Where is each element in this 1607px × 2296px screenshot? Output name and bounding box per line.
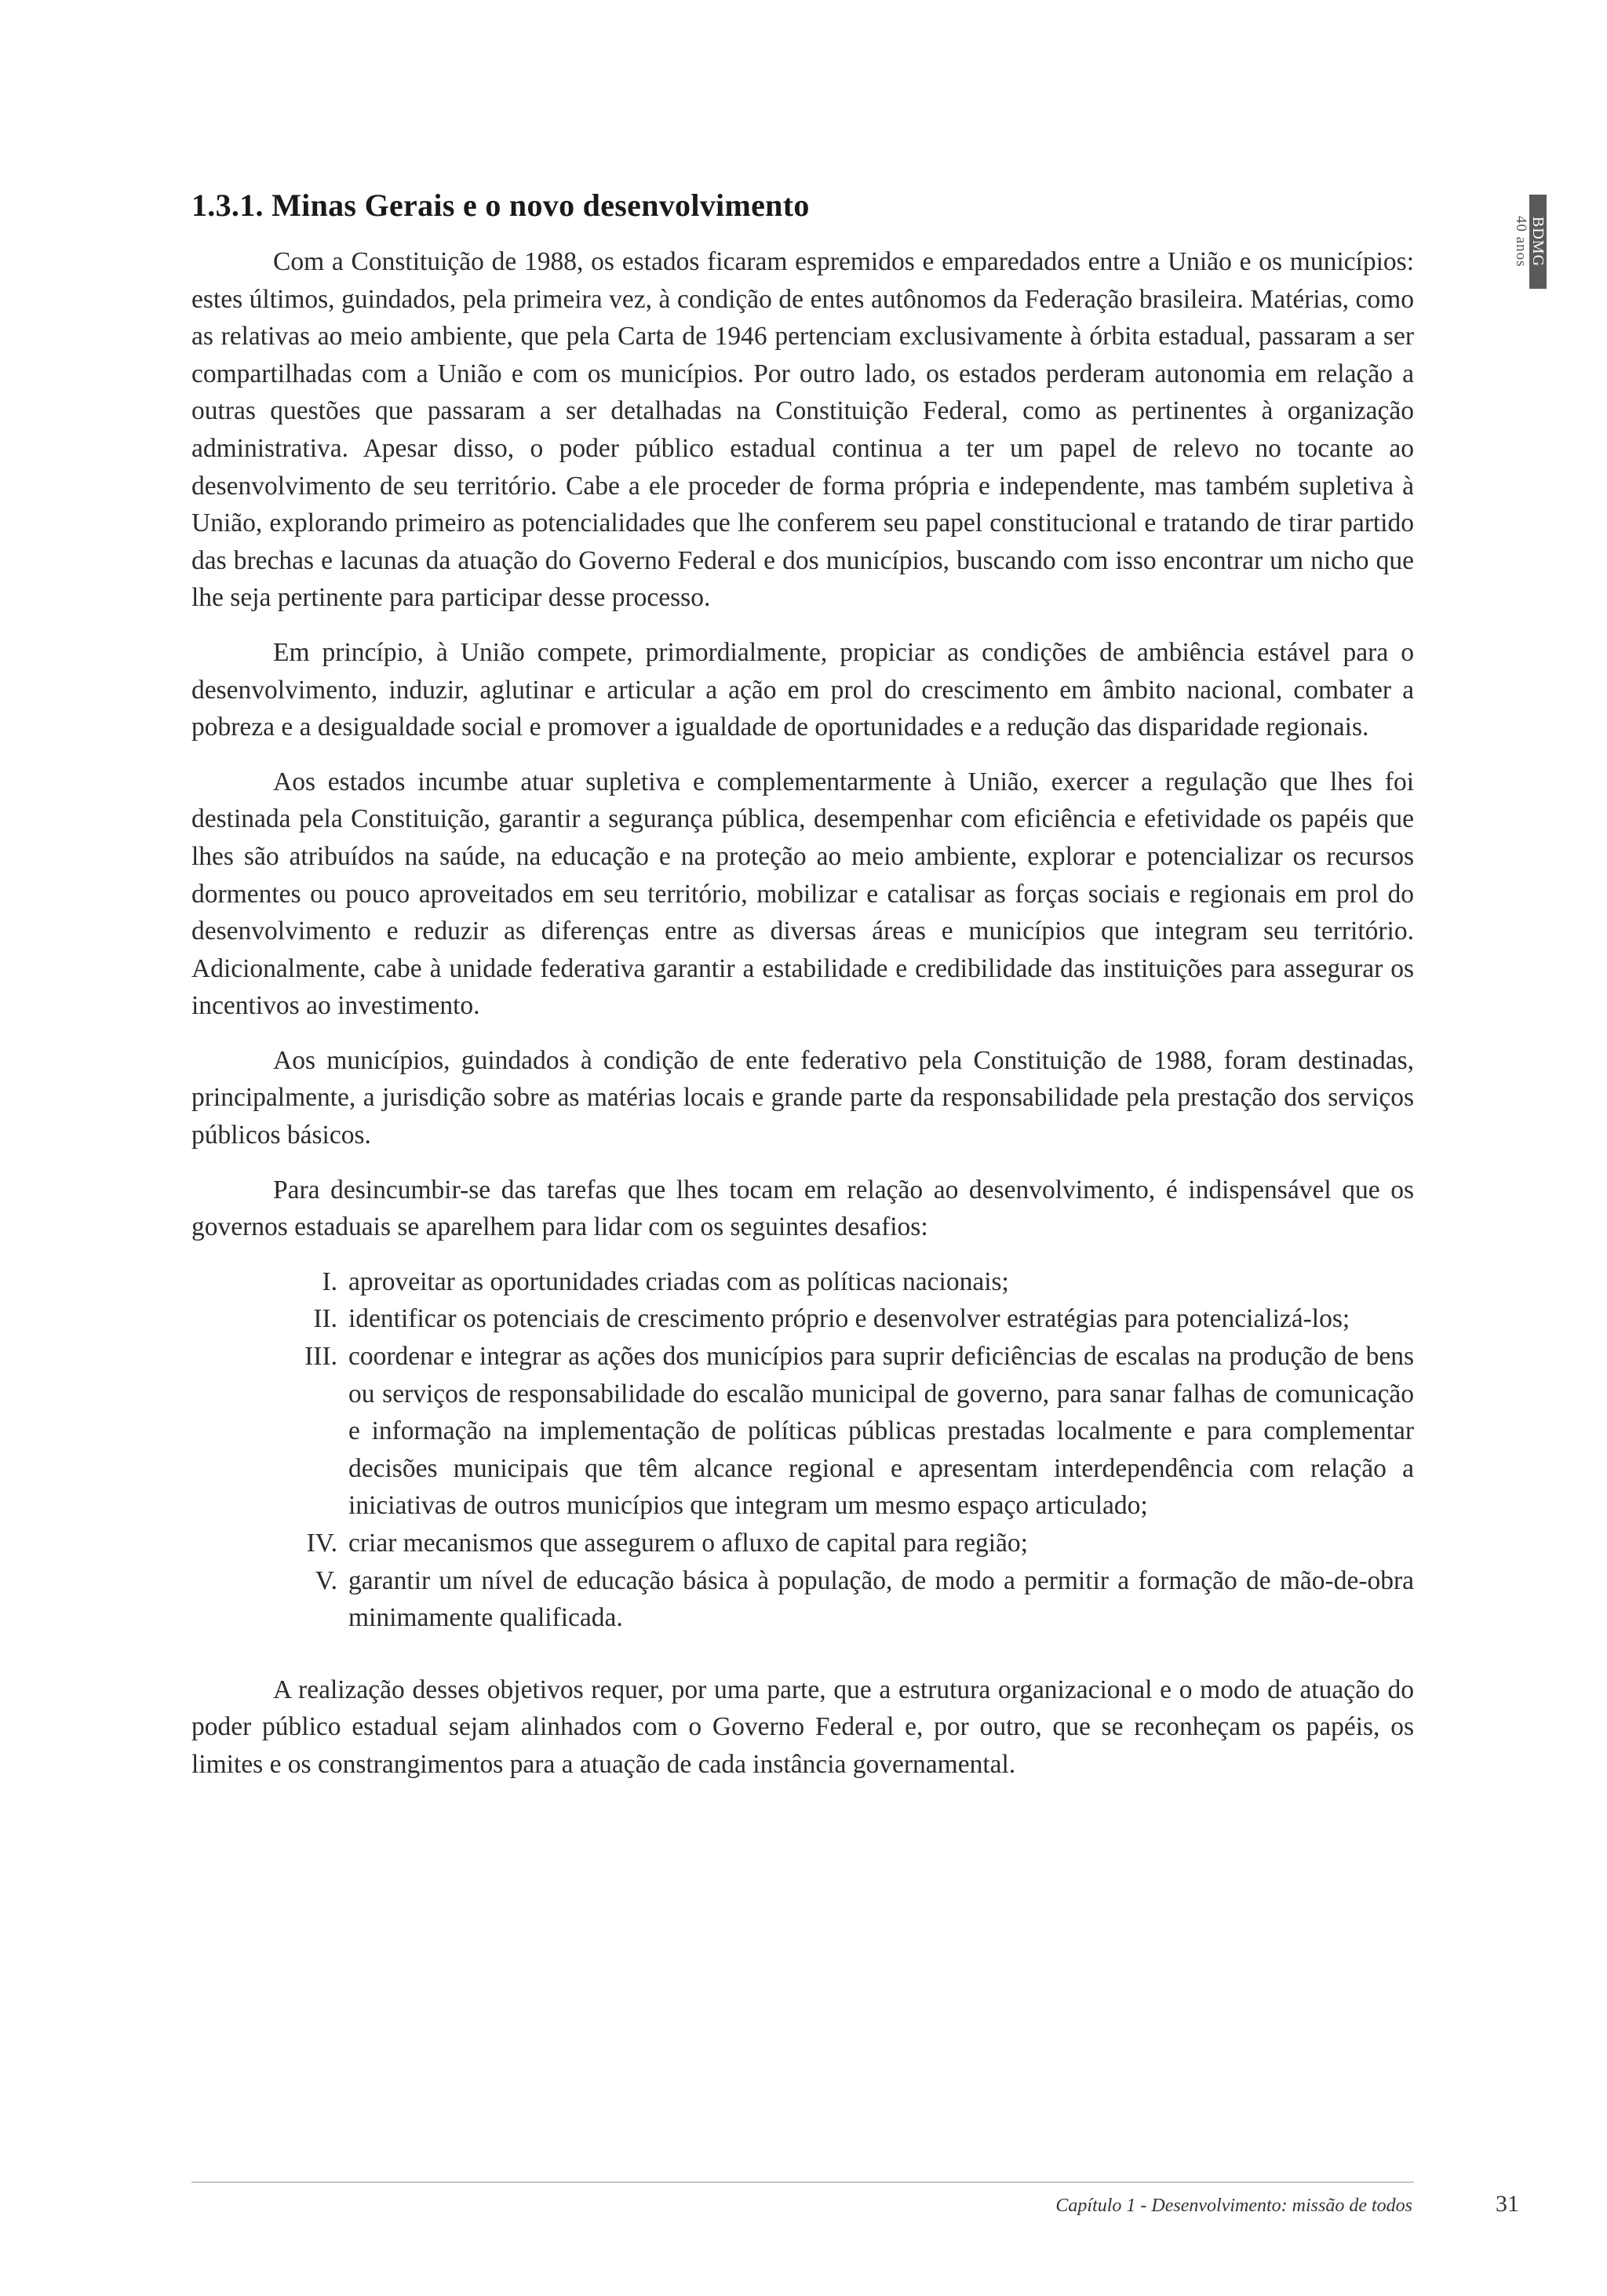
list-item-text: coordenar e integrar as ações dos municípios para suprir deficiências de escalas na produção de bens ou serviços de responsabilidade do escalão municipal de governo, para sanar falhas de comunicação e informação na implementação de políticas públicas prestadas localmente e para complementar decisões municipais que têm alcance regional e apresentam interdependência com relação a iniciativas de outros municípios que integram um mesmo espaço articulado; [348,1342,1414,1521]
paragraph: Aos municípios, guindados à condição de ente federativo pela Constituição de 1988, foram destinadas, principalmente, a jurisdição sobre as matérias locais e grande parte da responsabilidade pela prestação dos serviços públicos básicos. [191,1045,1414,1150]
paragraph: Com a Constituição de 1988, os estados ficaram espremidos e emparedados entre a União e os municípios: estes últimos, guindados, pela primeira vez, à condição de entes autônomos da Federação brasileira. Matérias, como as relativas ao meio ambiente, que pela Carta de 1946 pertenciam exclusivamente à órbita estadual, passaram a ser compartilhadas com a União e com os municípios. Por outro lado, os estados perderam autonomia em relação a outras questões que passaram a ser detalhadas na Constituição Federal, como as pertinentes à organização administrativa. Apesar disso, o poder público estadual continua a ter um papel de relevo no tocante ao desenvolvimento de seu território. Cabe a ele proceder de forma própria e independente, mas também supletiva à União, explorando primeiro as potencialidades que lhe conferem seu papel constitucional e tratando de tirar partido das brechas e lacunas da atuação do Governo Federal e dos municípios, buscando com isso encontrar um nicho que lhe seja pertinente para participar desse processo. [191,247,1414,613]
list-item-number: II. [313,1304,337,1334]
list-item-text: criar mecanismos que assegurem o afluxo de capital para região; [348,1529,1028,1558]
list-item [191,1263,1414,1301]
side-tab [1512,195,1547,289]
footer-divider [191,2181,1414,2183]
paragraph: Em princípio, à União compete, primordialmente, propiciar as condições de ambiência estável para o desenvolvimento, induzir, aglutinar e articular a ação em prol do crescimento em âmbito nacional, combater a pobreza e a desigualdade social e promover a igualdade de oportunidades e a redução das disparidade regionais. [191,637,1414,742]
list-item-number: III. [304,1342,337,1372]
closing-paragraph: A realização desses objetivos requer, por uma parte, que a estrutura organizacional e o modo de atuação do poder público estadual sejam alinhados com o Governo Federal e, por outro, que se reconheçam os papéis, os limites e os constrangimentos para a atuação de cada instância governamental. [191,1675,1414,1779]
list-item-number: I. [322,1266,337,1296]
list-item-text: identificar os potenciais de crescimento próprio e desenvolver estratégias para potencializá-los; [348,1304,1350,1334]
section-heading: 1.3.1. Minas Gerais e o novo desenvolvimento [191,188,810,223]
list-item-number: IV. [306,1529,337,1558]
challenges-list [191,1263,1414,1637]
page-number: 31 [1496,2191,1519,2217]
paragraph: Para desincumbir-se das tarefas que lhes tocam em relação ao desenvolvimento, é indispensável que os governos estaduais se aparelhem para lidar com os seguintes desafios: [191,1175,1414,1242]
list-item-text: aproveitar as oportunidades criadas com as políticas nacionais; [348,1266,1009,1296]
side-tab-subtitle: 40 anos [1513,216,1529,268]
list-item [191,1338,1414,1525]
side-tab-brand: BDMG [1529,216,1547,267]
list-item [191,1525,1414,1562]
main-content [191,182,1414,1801]
list-item [191,1300,1414,1338]
list-item-text: garantir um nível de educação básica à população, de modo a permitir a formação de mão-de-obra minimamente qualificada. [348,1565,1414,1633]
footer-chapter-title: Capítulo 1 - Desenvolvimento: missão de todos [1055,2196,1412,2216]
list-item-number: V. [315,1565,337,1595]
list-item [191,1562,1414,1637]
paragraph: Aos estados incumbe atuar supletiva e complementarmente à União, exercer a regulação que lhes foi destinada pela Constituição, garantir a segurança pública, desempenhar com eficiência e efetividade os papéis que lhes são atribuídos na saúde, na educação e na proteção ao meio ambiente, explorar e potencializar os recursos dormentes ou pouco aproveitados em seu território, mobilizar e catalisar as forças sociais e regionais em prol do desenvolvimento e reduzir as diferenças entre as diversas áreas e municípios que integram seu território. Adicionalmente, cabe à unidade federativa garantir a estabilidade e credibilidade das instituições para assegurar os incentivos ao investimento. [191,767,1414,1021]
